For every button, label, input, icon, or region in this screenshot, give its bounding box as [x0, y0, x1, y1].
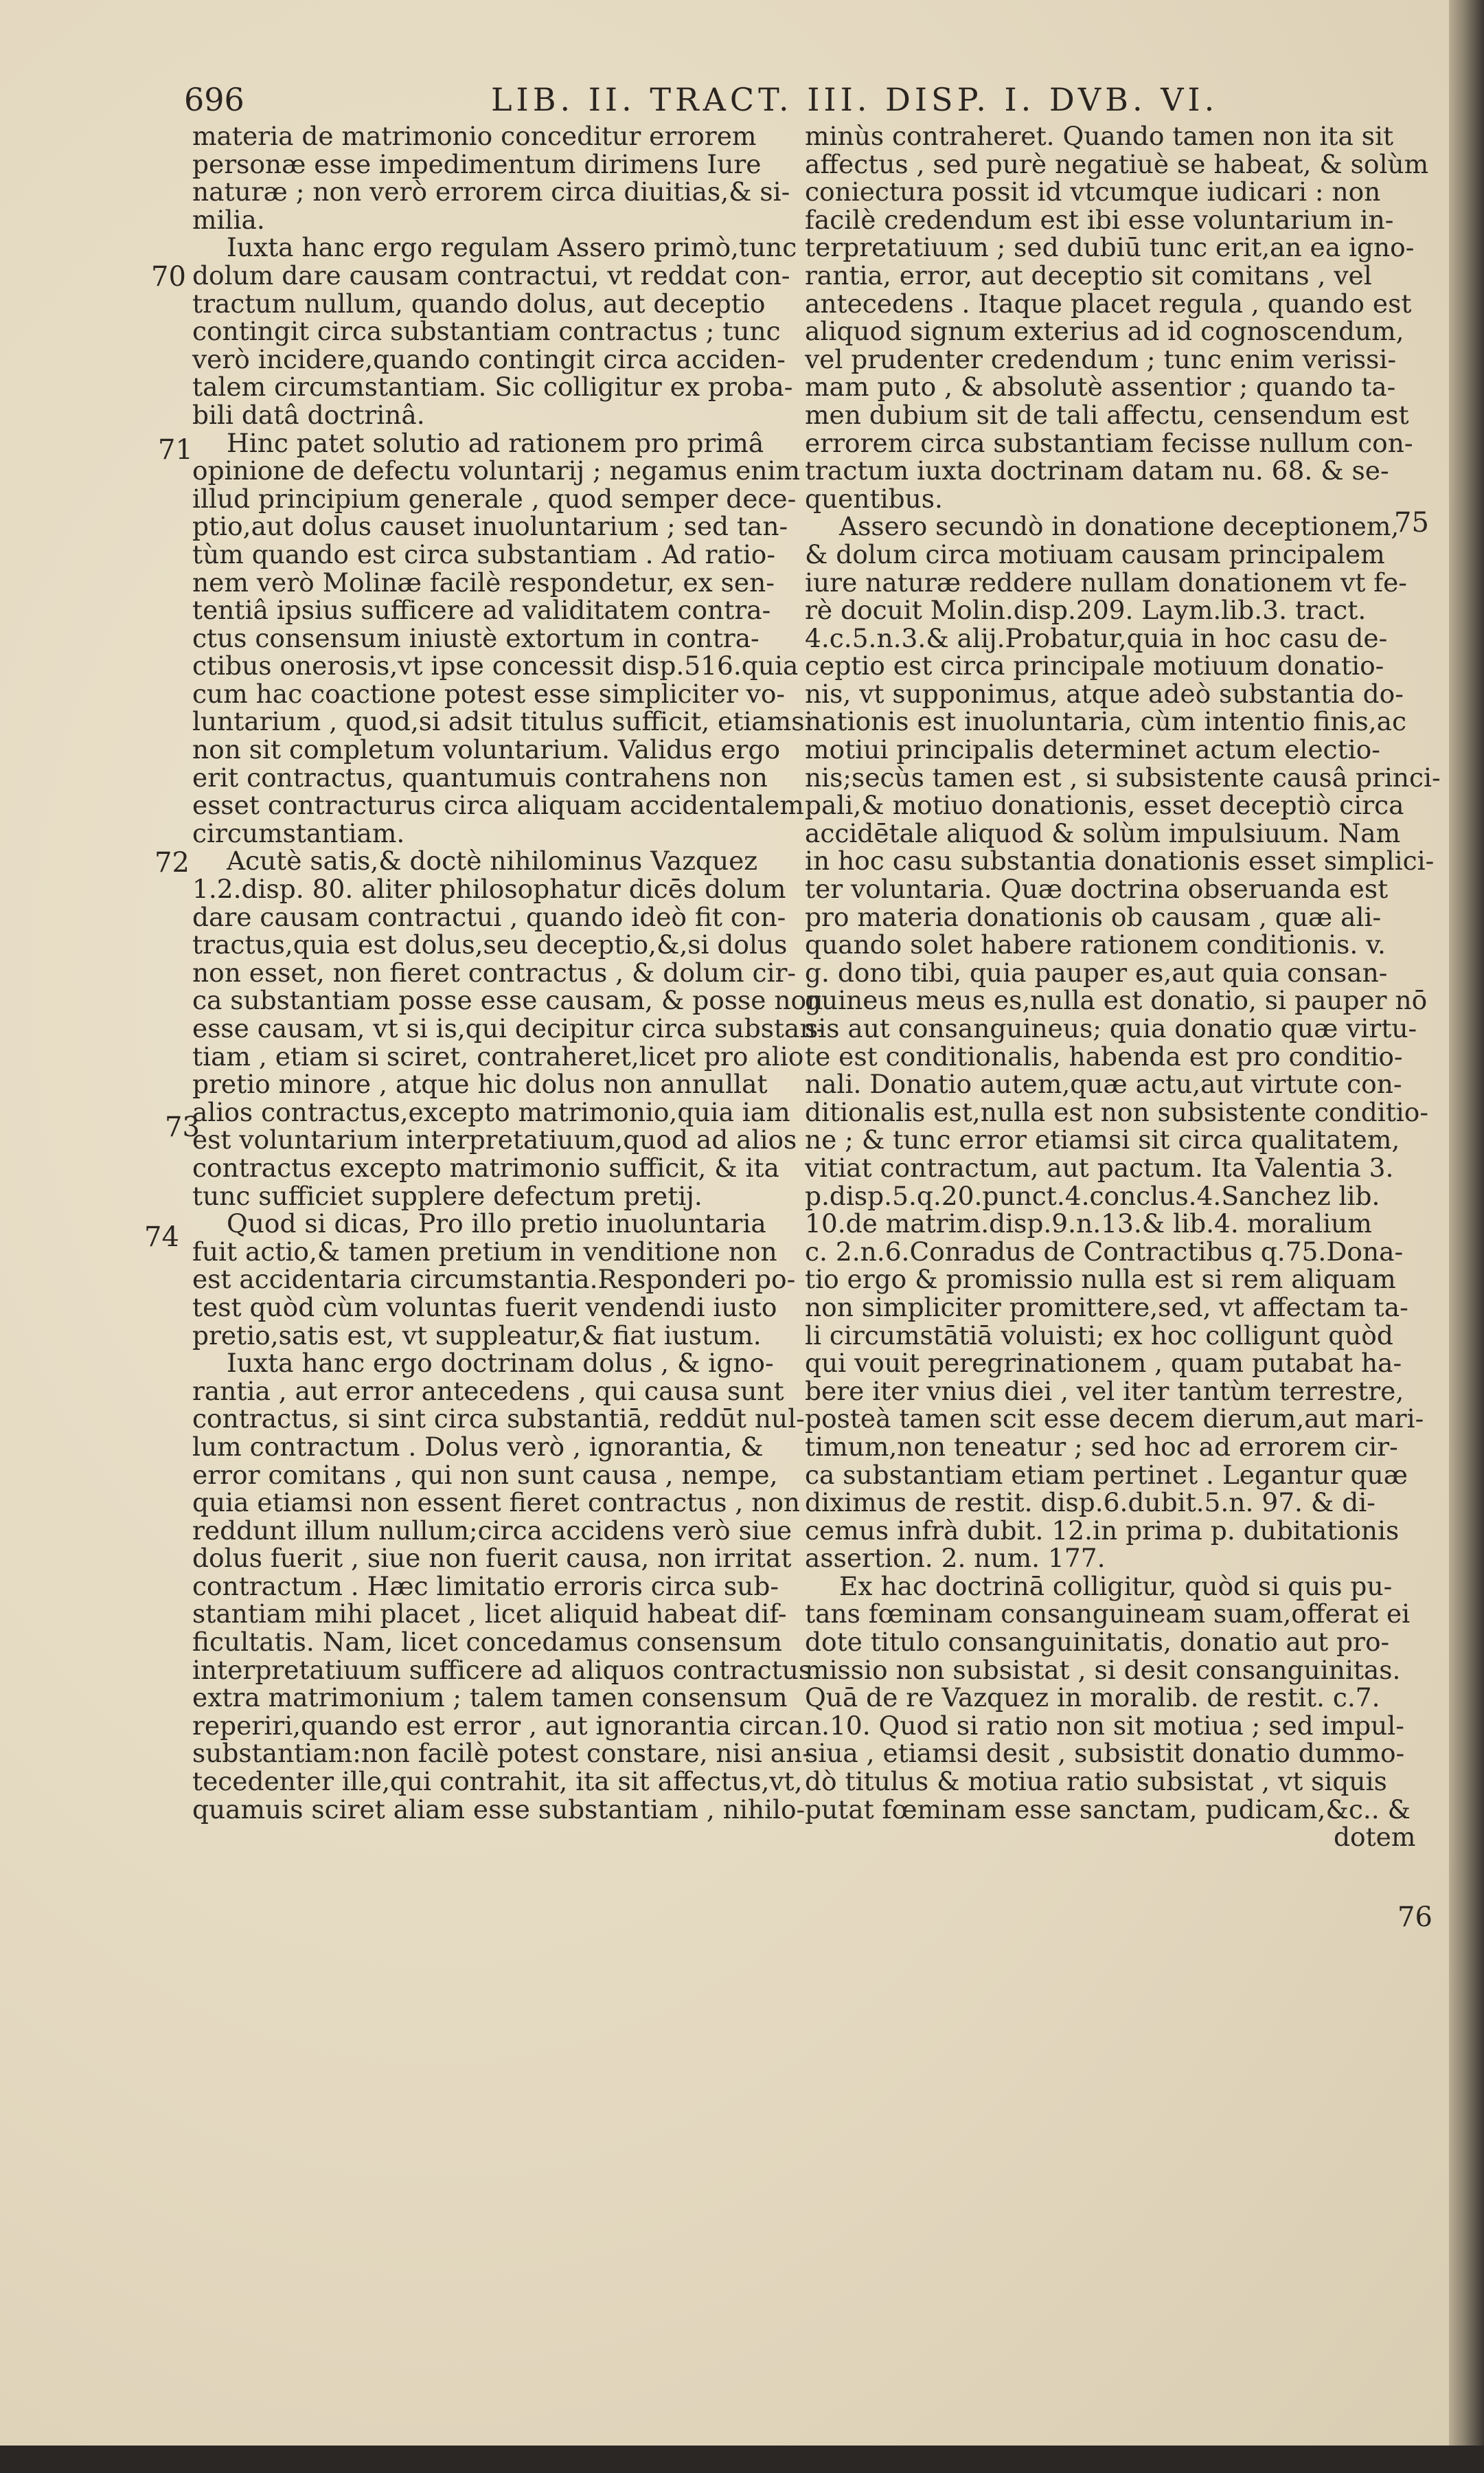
- text-line: substantiam:non facilè potest constare, nisi an-: [192, 1738, 811, 1769]
- text-line: Quod si dicas, Pro illo pretio inuoluntaria: [227, 1208, 766, 1239]
- text-line: rantia, error, aut deceptio sit comitans , vel: [805, 260, 1372, 291]
- text-line: sis aut consanguineus; quia donatio quæ virtu-: [805, 1013, 1417, 1043]
- text-line: mam puto , & absolutè assentior ; quando ta-: [805, 372, 1396, 403]
- text-line: talem circumstantiam. Sic colligitur ex proba-: [192, 372, 793, 403]
- text-line: tio ergo & promissio nulla est si rem aliquam: [805, 1264, 1396, 1295]
- text-line: luntarium , quod,si adsit titulus sufficit, etiamsi: [192, 706, 813, 737]
- text-line: opinione de defectu voluntarij ; negamus enim: [192, 455, 801, 486]
- text-line: c. 2.n.6.Conradus de Contractibus q.75.Dona-: [805, 1236, 1404, 1267]
- text-line: Ex hac doctrinā colligitur, quòd si quis pu-: [839, 1570, 1393, 1601]
- text-line: erit contractus, quantumuis contrahens non: [192, 762, 768, 793]
- text-line: naturæ ; non verò errorem circa diuitias,& si-: [192, 177, 790, 207]
- text-line: circumstantiam.: [192, 817, 405, 848]
- text-line: li circumstātiā voluisti; ex hoc colligunt quòd: [805, 1320, 1393, 1351]
- text-line: cemus infrà dubit. 12.in prima p. dubitationis: [805, 1515, 1400, 1546]
- text-line: tentiâ ipsius sufficere ad validitatem contra-: [192, 595, 771, 626]
- text-line: ctus consensum iniustè extortum in contra-: [192, 622, 760, 653]
- text-line: pro materia donationis ob causam , quæ ali-: [805, 901, 1382, 932]
- text-line: reperiri,quando est error , aut ignorantia circa: [192, 1710, 804, 1741]
- text-line: vel prudenter credendum ; tunc enim verissi-: [805, 343, 1397, 374]
- text-line: minùs contraheret. Quando tamen non ita sit: [805, 121, 1394, 151]
- text-line: dolum dare causam contractui, vt reddat con-: [192, 260, 790, 291]
- text-line: non esset, non fieret contractus , & dolum cir-: [192, 957, 797, 988]
- text-line: esset contracturus circa aliquam accidentalem: [192, 790, 804, 821]
- text-line: reddunt illum nullum;circa accidens verò siue: [192, 1515, 792, 1546]
- text-line: timum,non teneatur ; sed hoc ad errorem cir-: [805, 1431, 1398, 1462]
- text-line: dolus fuerit , siue non fuerit causa, non irritat: [192, 1543, 792, 1574]
- text-line: Acutè satis,& doctè nihilominus Vazquez: [227, 846, 758, 877]
- text-line: quamuis sciret aliam esse substantiam , nihilo-: [192, 1794, 806, 1825]
- margin-number: 71: [158, 434, 193, 466]
- text-line: Assero secundò in donatione deceptionem,: [839, 511, 1400, 542]
- text-line: ditionalis est,nulla est non subsistente conditio-: [805, 1096, 1429, 1127]
- text-line: cum hac coactione potest esse simpliciter vo-: [192, 678, 786, 709]
- text-line: men dubium sit de tali affectu, censendum est: [805, 399, 1409, 430]
- text-line: antecedens . Itaque placet regula , quando est: [805, 288, 1412, 319]
- text-line: quando solet habere rationem conditionis. v.: [805, 929, 1386, 960]
- text-line: bere iter vnius diei , vel iter tantùm terrestre,: [805, 1375, 1404, 1406]
- text-line: dare causam contractui , quando ideò fit con-: [192, 901, 786, 932]
- text-line: posteà tamen scit esse decem dierum,aut mari-: [805, 1403, 1424, 1434]
- text-line: iure naturæ reddere nullam donationem vt fe-: [805, 567, 1407, 598]
- text-line: milia.: [192, 204, 265, 235]
- text-line: aliquod signum exterius ad id cognoscendum,: [805, 316, 1404, 347]
- text-line: illud principium generale , quod semper dece-: [192, 483, 797, 514]
- text-line: in hoc casu substantia donationis esset simplici-: [805, 846, 1435, 877]
- text-line: ter voluntaria. Quæ doctrina obseruanda est: [805, 874, 1389, 905]
- text-line: & dolum circa motiuam causam principalem: [805, 539, 1385, 569]
- text-line: Iuxta hanc ergo doctrinam dolus , & igno-: [227, 1348, 774, 1379]
- text-line: errorem circa substantiam fecisse nullum con-: [805, 427, 1413, 458]
- text-line: alios contractus,excepto matrimonio,quia iam: [192, 1096, 790, 1127]
- text-line: ctibus onerosis,vt ipse concessit disp.516.quia: [192, 651, 799, 681]
- text-line: 4.c.5.n.3.& alij.Probatur,quia in hoc casu de-: [805, 622, 1388, 653]
- text-line: nis;secùs tamen est , si subsistente causâ princi-: [805, 762, 1441, 793]
- text-line: verò incidere,quando contingit circa acciden-: [192, 343, 786, 374]
- text-line: interpretatiuum sufficere ad aliquos contractus: [192, 1654, 812, 1685]
- text-line: quia etiamsi non essent fieret contractus , non: [192, 1487, 801, 1518]
- text-line: tans fœminam consanguineam suam,offerat ei: [805, 1599, 1411, 1629]
- margin-number: 76: [1397, 1901, 1432, 1933]
- text-line: facilè credendum est ibi esse voluntarium in-: [805, 204, 1394, 235]
- text-line: tiam , etiam si sciret, contraheret,licet pro alio: [192, 1041, 804, 1072]
- text-line: extra matrimonium ; talem tamen consensum: [192, 1682, 788, 1713]
- text-line: te est conditionalis, habenda est pro conditio-: [805, 1041, 1403, 1072]
- text-line: ficultatis. Nam, licet concedamus consensum: [192, 1627, 782, 1658]
- background-strip: [0, 2446, 1484, 2473]
- text-line: non simpliciter promittere,sed, vt affectam ta-: [805, 1291, 1408, 1322]
- text-line: guineus meus es,nulla est donatio, si pauper nō: [805, 985, 1428, 1016]
- margin-number: 74: [144, 1221, 179, 1253]
- text-line: putat fœminam esse sanctam, pudicam,&c.. &: [805, 1794, 1411, 1825]
- text-line: est voluntarium interpretatiuum,quod ad alios: [192, 1125, 797, 1155]
- text-line: nis, vt supponimus, atque adeò substantia do-: [805, 678, 1404, 709]
- text-line: affectus , sed purè negatiuè se habeat, & solùm: [805, 148, 1429, 179]
- text-line: accidētale aliquod & solùm impulsiuum. Nam: [805, 817, 1401, 848]
- text-line: diximus de restit. disp.6.dubit.5.n. 97. & di-: [805, 1487, 1375, 1518]
- margin-number: 75: [1394, 507, 1429, 539]
- text-line: error comitans , qui non sunt causa , nempe,: [192, 1459, 778, 1490]
- text-line: assertion. 2. num. 177.: [805, 1543, 1106, 1574]
- text-line: 10.de matrim.disp.9.n.13.& lib.4. moralium: [805, 1208, 1372, 1239]
- text-line: esse causam, vt si is,qui decipitur circa substan-: [192, 1013, 825, 1043]
- text-line: pretio,satis est, vt suppleatur,& fiat iustum.: [192, 1320, 762, 1351]
- text-line: est accidentaria circumstantia.Responderi po-: [192, 1264, 796, 1295]
- text-line: qui vouit peregrinationem , quam putabat ha-: [805, 1348, 1402, 1379]
- text-line: rantia , aut error antecedens , qui causa sunt: [192, 1375, 784, 1406]
- text-line: p.disp.5.q.20.punct.4.conclus.4.Sanchez lib.: [805, 1180, 1380, 1211]
- text-line: 1.2.disp. 80. aliter philosophatur dicēs dolum: [192, 874, 786, 905]
- text-line: ne ; & tunc error etiamsi sit circa qualitatem,: [805, 1125, 1400, 1155]
- text-line: nem verò Molinæ facilè respondetur, ex sen-: [192, 567, 775, 598]
- margin-number: 73: [165, 1111, 200, 1143]
- text-line: vitiat contractum, aut pactum. Ita Valentia 3.: [805, 1152, 1394, 1183]
- text-line: personæ esse impedimentum dirimens Iure: [192, 148, 762, 179]
- text-line: contractus, si sint circa substantiā, reddūt nul-: [192, 1403, 805, 1434]
- text-line: materia de matrimonio conceditur errorem: [192, 121, 757, 151]
- text-line: ceptio est circa principale motiuum donatio-: [805, 651, 1384, 681]
- text-line: ca substantiam etiam pertinet . Legantur quæ: [805, 1459, 1408, 1490]
- text-line: siua , etiamsi desit , subsistit donatio dummo-: [805, 1738, 1405, 1769]
- page-edge: [1449, 0, 1484, 2473]
- text-line: dote titulo consanguinitatis, donatio aut pro-: [805, 1627, 1390, 1658]
- text-line: tractum nullum, quando dolus, aut deceptio: [192, 288, 766, 319]
- text-line: contractum . Hæc limitatio erroris circa sub-: [192, 1570, 779, 1601]
- text-line: non sit completum voluntarium. Validus ergo: [192, 734, 781, 765]
- text-line: nali. Donatio autem,quæ actu,aut virtute con-: [805, 1069, 1402, 1100]
- text-line: tùm quando est circa substantiam . Ad ratio-: [192, 539, 776, 569]
- text-line: pretio minore , atque hic dolus non annullat: [192, 1069, 768, 1100]
- text-line: bili datâ doctrinâ.: [192, 399, 425, 430]
- text-line: n.10. Quod si ratio non sit motiua ; sed impul-: [805, 1710, 1404, 1741]
- text-line: lum contractum . Dolus verò , ignorantia, &: [192, 1431, 764, 1462]
- text-line: tunc sufficiet supplere defectum pretij.: [192, 1180, 703, 1211]
- text-line: ca substantiam posse esse causam, & posse non: [192, 985, 823, 1016]
- text-line: rè docuit Molin.disp.209. Laym.lib.3. tract.: [805, 595, 1367, 626]
- running-head: LIB. II. TRACT. III. DISP. I. DVB. VI.: [491, 81, 1219, 118]
- text-line: missio non subsistat , si desit consanguinitas.: [805, 1654, 1401, 1685]
- text-line: tecedenter ille,qui contrahit, ita sit affectus,vt,: [192, 1766, 803, 1797]
- left-text-column: [192, 121, 825, 1825]
- text-line: tractus,quia est dolus,seu deceptio,&,si dolus: [192, 929, 788, 960]
- right-text-column: [805, 121, 1441, 1853]
- margin-number: 70: [151, 261, 186, 293]
- text-line: pali,& motiuo donationis, esset deceptiò circa: [805, 790, 1404, 821]
- text-line: nationis est inuoluntaria, cùm intentio finis,ac: [805, 706, 1407, 737]
- text-line: quentibus.: [805, 483, 943, 514]
- text-line: dotem: [1334, 1822, 1416, 1853]
- text-line: fuit actio,& tamen pretium in venditione non: [192, 1236, 777, 1267]
- text-line: Iuxta hanc ergo regulam Assero primò,tunc: [227, 232, 797, 263]
- text-line: tractum iuxta doctrinam datam nu. 68. & se-: [805, 455, 1389, 486]
- margin-number: 72: [155, 847, 190, 879]
- text-line: dò titulus & motiua ratio subsistat , vt siquis: [805, 1766, 1387, 1797]
- text-line: contingit circa substantiam contractus ; tunc: [192, 316, 781, 347]
- text-line: terpretatiuum ; sed dubiū tunc erit,an ea igno-: [805, 232, 1415, 263]
- text-line: g. dono tibi, quia pauper es,aut quia consan-: [805, 957, 1388, 988]
- text-line: test quòd cùm voluntas fuerit vendendi iusto: [192, 1291, 777, 1322]
- text-line: motiui principalis determinet actum electio-: [805, 734, 1380, 765]
- text-line: Quā de re Vazquez in moralib. de restit. c.7.: [805, 1682, 1380, 1713]
- text-line: contractus excepto matrimonio sufficit, & ita: [192, 1152, 779, 1183]
- page-number: 696: [184, 81, 244, 118]
- text-line: coniectura possit id vtcumque iudicari : non: [805, 177, 1381, 207]
- text-line: Hinc patet solutio ad rationem pro primâ: [227, 427, 764, 458]
- text-line: stantiam mihi placet , licet aliquid habeat dif-: [192, 1599, 787, 1629]
- text-line: ptio,aut dolus causet inuoluntarium ; sed tan-: [192, 511, 788, 542]
